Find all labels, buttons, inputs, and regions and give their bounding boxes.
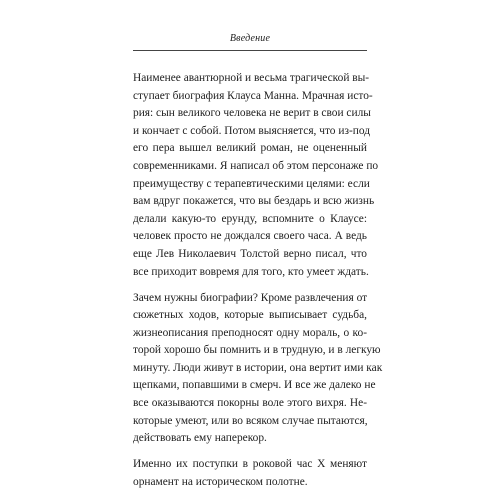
text-line: орнамент на историческом полотне.	[133, 475, 308, 488]
text-line: и кончает с собой. Потом выясняется, что из-под	[133, 124, 370, 137]
text-line: действовать ему наперекор.	[133, 432, 267, 445]
text-line: рия: сын великого человека не верит в свои силы	[133, 107, 371, 120]
running-head-title: Введение	[229, 33, 271, 44]
text-line: все приходит вовремя для того, кто умеет ждать.	[133, 265, 369, 278]
text-line: сюжетных ходов, которые выписывает судьба,	[133, 309, 367, 322]
text-line: минуту. Люди живут в истории, она вертит ими как	[133, 361, 383, 374]
text-line: современниками. Я написал об этом персонаже по	[133, 159, 379, 172]
page-body	[133, 70, 383, 491]
header-rule	[133, 50, 367, 51]
text-line: все оказываются покорны воле этого вихря. Не-	[133, 397, 367, 410]
text-line: делали какую-то ерунду, вспомните о Клаусе:	[133, 212, 367, 225]
text-line: человек просто не дождался своего часа. А ведь	[133, 230, 367, 243]
text-line: вам вдруг покажется, что вы бездарь и всю жизнь	[133, 195, 375, 208]
paragraph-1	[133, 70, 379, 281]
text-line: Зачем нужны биографии? Кроме развлечения от	[133, 291, 368, 304]
text-line: его пера вышел великий роман, не оцененный	[133, 142, 367, 155]
text-line: торой хорошо бы помнить и в трудную, и в легкую	[133, 344, 381, 357]
text-line: жизнеописания преподносят одну мораль, о ко-	[133, 326, 367, 339]
text-line: которые умеют, или во всяком случае пытаются,	[133, 414, 368, 427]
text-line: Наименее авантюрной и весьма трагической вы-	[133, 72, 370, 84]
paragraph-2	[133, 290, 383, 448]
text-line: щепками, попавшими в смерч. И все же далеко не	[133, 379, 376, 392]
text-line: преимуществу с терапевтическими целями: если	[133, 177, 370, 190]
text-line: ступает биография Клауса Манна. Мрачная исто-	[133, 89, 373, 102]
text-line: еще Лев Николаевич Толстой верно писал, что	[133, 247, 367, 260]
text-line: Именно их поступки в роковой час Х меняют	[133, 458, 367, 471]
paragraph-3	[133, 456, 367, 491]
